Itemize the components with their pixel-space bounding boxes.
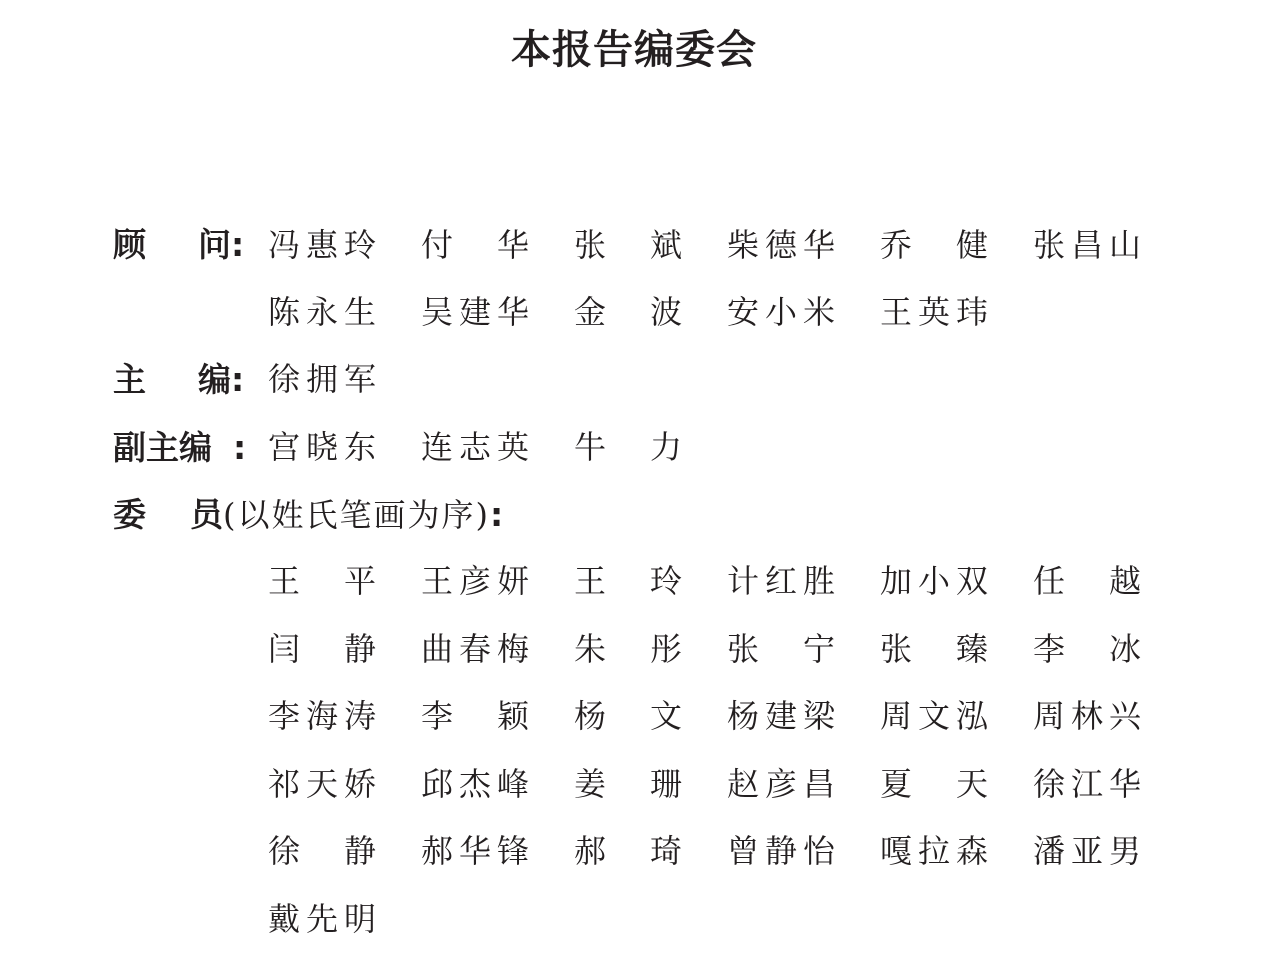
person-name: 任 越 [1033,562,1141,600]
members-colon: : [489,495,504,534]
person-name: 李 冰 [1033,629,1141,668]
person-name: 吴 建 华 [421,293,529,331]
person-name: 陈 永 生 [268,293,376,331]
advisers-row [268,290,1033,334]
person-name: 邱 杰 峰 [421,764,529,803]
page-title: 本报告编委会 [511,27,757,73]
person-name: 徐 江 华 [1033,764,1141,803]
person-name: 金 波 [574,293,682,331]
person-name: 郝 华 锋 [421,832,529,870]
person-name: 祁 天 娇 [268,764,376,803]
person-name: 柴 德 华 [727,226,835,264]
person-name: 宫 晓 东 [268,428,376,466]
person-name: 张 宁 [727,629,835,668]
chief_editor-row [268,357,421,401]
person-name: 加 小 双 [880,562,988,600]
person-name: 张 臻 [880,629,988,668]
members-note: (以姓氏笔画为序) [223,496,490,534]
members-row [268,829,1186,873]
person-name: 计 红 胜 [727,562,835,600]
person-name: 徐 拥 军 [268,360,376,398]
deputy-editors-colon: : [233,428,247,467]
person-name: 周 林 兴 [1033,697,1141,735]
person-name: 徐 静 [268,832,376,870]
person-name: 戴 先 明 [268,899,376,938]
person-name: 张 斌 [574,226,682,264]
person-name: 赵 彦 昌 [727,764,835,803]
advisers-label-text: 顾 问 [113,225,231,264]
advisers-label [113,225,243,265]
person-name: 周 文 泓 [880,697,988,735]
deputy-editors-label-text: 副主编 [113,428,212,467]
members-row [268,897,421,941]
person-name: 王 英 玮 [880,293,988,331]
person-name: 潘 亚 男 [1033,832,1141,870]
deputy-editors-label [113,428,245,468]
person-name: 朱 彤 [574,629,682,668]
person-name: 姜 珊 [574,764,682,803]
members-row [268,627,1186,671]
person-name: 王 玲 [574,562,682,600]
person-name: 郝 琦 [574,832,682,870]
chief-editor-label-text: 主 编 [113,360,231,399]
person-name: 冯 惠 玲 [268,226,376,264]
person-name: 连 志 英 [421,428,529,466]
person-name: 杨 建 梁 [727,697,835,735]
members-label-text: 委 员 [113,495,223,534]
person-name: 曲 春 梅 [421,629,529,668]
person-name: 张 昌 山 [1033,226,1141,264]
person-name: 李 颖 [421,697,529,735]
person-name: 闫 静 [268,629,376,668]
person-name: 嘎 拉 森 [880,832,988,870]
person-name: 夏 天 [880,764,988,803]
person-name: 付 华 [421,226,529,264]
person-name: 王 彦 妍 [421,562,529,600]
members-label [113,495,502,535]
advisers-row [268,223,1186,267]
person-name: 曾 静 怡 [727,832,835,870]
person-name: 牛 力 [574,428,682,466]
members-row [268,559,1186,603]
members-row [268,762,1186,806]
members-row [268,694,1186,738]
person-name: 乔 健 [880,226,988,264]
person-name: 杨 文 [574,697,682,735]
chief-editor-label [113,360,243,400]
person-name: 王 平 [268,562,376,600]
person-name: 李 海 涛 [268,697,376,735]
advisers-colon: : [231,225,245,264]
deputy_editors-row [268,425,727,469]
chief-editor-colon: : [231,360,245,399]
person-name: 安 小 米 [727,293,835,331]
